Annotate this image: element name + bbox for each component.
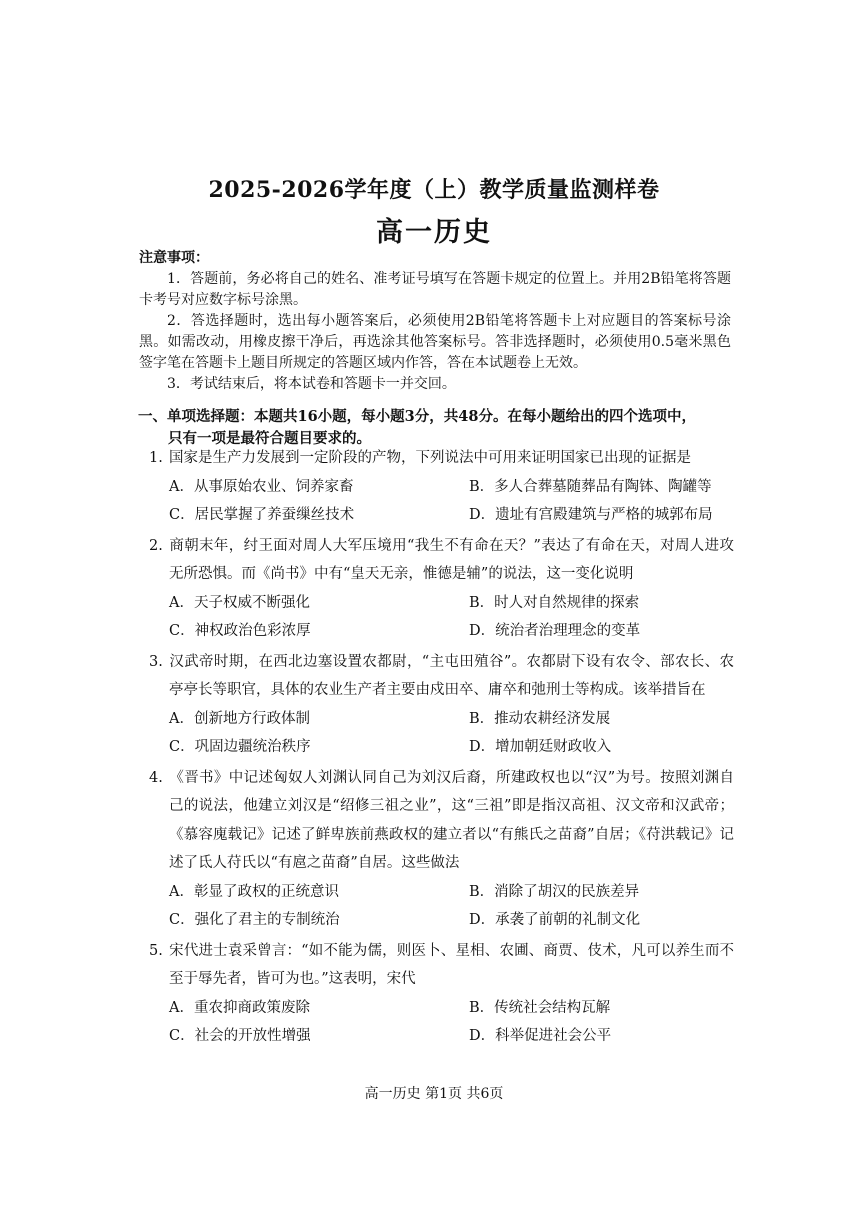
question-stem [139,444,734,473]
option-a: A．重农抑商政策废除 [169,999,310,1016]
option-c: C．居民掌握了养蚕缫丝技术 [169,507,355,523]
question-text: 汉武帝时期，在西北边塞设置农都尉，“主屯田殖谷”。农都尉下设有农令、部农长、农亭亭长等职官，具体的农业生产者主要由戍田卒、庸卒和弛刑士等构成。该举措旨在 [169,653,734,698]
question-text: 商朝末年，纣王面对周人大军压境用“我生不有命在天？”表达了有命在天，对周人进攻无所恐惧。而《尚书》中有“皇天无亲，惟德是辅”的说法，这一变化说明 [169,537,734,582]
note-item: 2．答选择题时，选出每小题答案后，必须使用2B铅笔将答题卡上对应题目的答案标号涂黑。如需改动，用橡皮擦干净后，再选涂其他答案标号。答非选择题时，必须使用0.5毫米黑色签字笔在答题卡上题目所规定的答题区域内作答，答在本试题卷上无效。 [139,313,731,371]
exam-title: 2025-2026学年度（上）教学质量监测样卷 [208,177,660,203]
option-b: B．推动农耕经济发展 [469,710,611,727]
option-b: B．消除了胡汉的民族差异 [469,883,640,900]
question-number: 2. [149,537,163,554]
option-c: C．神权政治色彩浓厚 [169,623,311,639]
option-a: A．天子权威不断强化 [169,594,310,611]
question-text: 《晋书》中记述匈奴人刘渊认同自己为刘汉后裔，所建政权也以“汉”为号。按照刘渊自己的说法，他建立刘汉是“绍修三祖之业”，这“三祖”即是指汉高祖、汉文帝和汉武帝；《慕容廆载记》记述了鲜卑族前燕政权的建立者以“有熊氏之苗裔”自居；《苻洪载记》记述了氐人苻氏以“有扈之苗裔”自居。这些做法 [169,769,734,871]
option-group [139,994,734,1051]
question-number: 5. [149,942,163,959]
question-5 [139,937,734,1051]
option-d: D．承袭了前朝的礼制文化 [469,912,641,928]
section-heading-line1: 一、单项选择题：本题共16小题，每小题3分，共48分。在每小题给出的四个选项中， [138,408,696,425]
note-item: 3．考试结束后，将本试卷和答题卡一并交回。 [167,376,456,392]
option-d: D．遗址有宫殿建筑与严格的城郭布局 [469,507,713,523]
option-a: A．创新地方行政体制 [169,710,310,727]
page-footer: 高一历史 第1页 共6页 [364,1086,504,1102]
question-3 [139,648,734,762]
option-b: B．多人合葬墓随葬品有陶钵、陶罐等 [469,478,712,495]
option-c: C．社会的开放性增强 [169,1028,311,1044]
option-d: D．科举促进社会公平 [469,1028,612,1044]
option-group [139,473,734,530]
note-item: 1．答题前，务必将自己的姓名、准考证号填写在答题卡规定的位置上。并用2B铅笔将答题卡考号对应数字标号涂黑。 [139,271,731,308]
question-1 [139,444,734,530]
option-d: D．统治者治理理念的变革 [469,623,641,639]
option-group [139,878,734,935]
question-number: 1. [149,450,163,466]
question-text: 国家是生产力发展到一定阶段的产物，下列说法中可用来证明国家已出现的证据是 [169,450,691,466]
question-stem [139,532,734,589]
question-2 [139,532,734,646]
question-stem [139,764,734,878]
notes-section [139,248,731,395]
option-group [139,589,734,646]
option-b: B．传统社会结构瓦解 [469,999,611,1016]
option-d: D．增加朝廷财政收入 [469,739,612,755]
question-stem [139,648,734,705]
question-list [139,444,734,1053]
option-a: A．彰显了政权的正统意识 [169,883,339,900]
question-number: 4. [149,769,163,786]
option-c: C．强化了君主的专制统治 [169,912,340,928]
section-heading-line2: 只有一项是最符合题目要求的。 [168,430,371,447]
question-number: 3. [149,653,163,670]
subject-title: 高一历史 [376,217,492,248]
question-stem [139,937,734,994]
notes-heading: 注意事项： [139,250,209,266]
option-a: A．从事原始农业、饲养家畜 [169,478,354,495]
question-4 [139,764,734,935]
option-group [139,705,734,762]
option-c: C．巩固边疆统治秩序 [169,739,311,755]
question-text: 宋代进士袁采曾言：“如不能为儒，则医卜、星相、农圃、商贾、伎术，凡可以养生而不至于辱先者，皆可为也。”这表明，宋代 [169,942,734,987]
option-b: B．时人对自然规律的探索 [469,594,640,611]
